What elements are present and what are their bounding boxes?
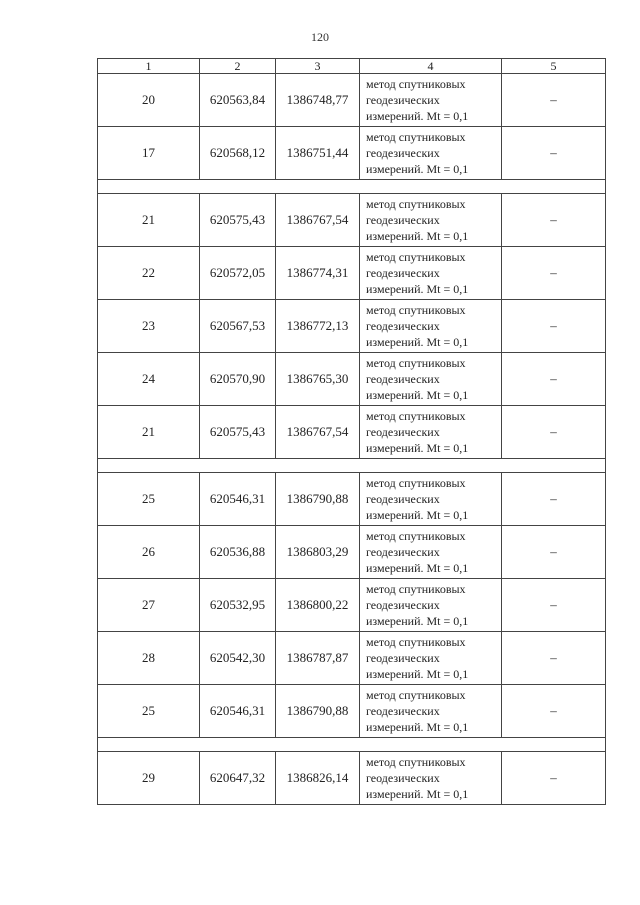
x-coordinate-cell: 620647,32: [200, 752, 276, 805]
point-number-cell: 22: [98, 247, 200, 300]
coordinates-table: [97, 58, 606, 805]
method-text-line2: геодезических: [366, 771, 440, 785]
point-number-cell: 25: [98, 473, 200, 526]
method-cell: [360, 194, 502, 247]
method-cell: [360, 353, 502, 406]
method-text-line1: метод спутниковых: [366, 356, 466, 370]
x-coordinate-cell: 620568,12: [200, 127, 276, 180]
dash-cell: –: [502, 406, 606, 459]
method-text-line3: измерений. Mt = 0,1: [366, 162, 469, 176]
x-coordinate-cell: 620532,95: [200, 579, 276, 632]
method-cell: [360, 406, 502, 459]
point-number-cell: 23: [98, 300, 200, 353]
table-row: [98, 127, 606, 180]
x-coordinate-cell: 620572,05: [200, 247, 276, 300]
x-coordinate-cell: 620575,43: [200, 406, 276, 459]
y-coordinate-cell: 1386772,13: [276, 300, 360, 353]
table-row: [98, 353, 606, 406]
table-row: [98, 406, 606, 459]
table-row: [98, 526, 606, 579]
point-number-cell: 21: [98, 194, 200, 247]
method-text-line3: измерений. Mt = 0,1: [366, 614, 469, 628]
method-text-line2: геодезических: [366, 266, 440, 280]
method-text-line3: измерений. Mt = 0,1: [366, 720, 469, 734]
point-number-cell: 24: [98, 353, 200, 406]
dash-cell: –: [502, 579, 606, 632]
method-text-line2: геодезических: [366, 93, 440, 107]
method-text-line3: измерений. Mt = 0,1: [366, 229, 469, 243]
x-coordinate-cell: 620546,31: [200, 685, 276, 738]
method-text-line1: метод спутниковых: [366, 635, 466, 649]
x-coordinate-cell: 620563,84: [200, 74, 276, 127]
method-text-line1: метод спутниковых: [366, 130, 466, 144]
table-row: [98, 247, 606, 300]
method-cell: [360, 300, 502, 353]
separator-row: [98, 459, 606, 473]
header-col-1: 1: [98, 59, 200, 74]
method-cell: [360, 579, 502, 632]
table-row: [98, 685, 606, 738]
header-row: [98, 59, 606, 74]
method-cell: [360, 247, 502, 300]
method-text-line3: измерений. Mt = 0,1: [366, 335, 469, 349]
method-text-line2: геодезических: [366, 651, 440, 665]
table-row: [98, 579, 606, 632]
method-text-line2: геодезических: [366, 372, 440, 386]
method-text-line1: метод спутниковых: [366, 77, 466, 91]
point-number-cell: 20: [98, 74, 200, 127]
method-text-line2: геодезических: [366, 545, 440, 559]
method-text-line1: метод спутниковых: [366, 476, 466, 490]
point-number-cell: 21: [98, 406, 200, 459]
method-text-line1: метод спутниковых: [366, 250, 466, 264]
x-coordinate-cell: 620546,31: [200, 473, 276, 526]
table-row: [98, 300, 606, 353]
y-coordinate-cell: 1386790,88: [276, 685, 360, 738]
dash-cell: –: [502, 74, 606, 127]
point-number-cell: 28: [98, 632, 200, 685]
method-text-line1: метод спутниковых: [366, 529, 466, 543]
x-coordinate-cell: 620536,88: [200, 526, 276, 579]
y-coordinate-cell: 1386803,29: [276, 526, 360, 579]
method-text-line2: геодезических: [366, 319, 440, 333]
separator-row: [98, 738, 606, 752]
dash-cell: –: [502, 685, 606, 738]
y-coordinate-cell: 1386826,14: [276, 752, 360, 805]
y-coordinate-cell: 1386787,87: [276, 632, 360, 685]
method-cell: [360, 752, 502, 805]
y-coordinate-cell: 1386748,77: [276, 74, 360, 127]
dash-cell: –: [502, 526, 606, 579]
method-text-line2: геодезических: [366, 492, 440, 506]
y-coordinate-cell: 1386767,54: [276, 194, 360, 247]
method-text-line3: измерений. Mt = 0,1: [366, 282, 469, 296]
header-col-3: 3: [276, 59, 360, 74]
table-row: [98, 473, 606, 526]
method-text-line3: измерений. Mt = 0,1: [366, 561, 469, 575]
point-number-cell: 17: [98, 127, 200, 180]
method-cell: [360, 473, 502, 526]
method-cell: [360, 526, 502, 579]
method-text-line1: метод спутниковых: [366, 688, 466, 702]
point-number-cell: 26: [98, 526, 200, 579]
y-coordinate-cell: 1386767,54: [276, 406, 360, 459]
method-cell: [360, 632, 502, 685]
separator-cell: [98, 738, 606, 752]
separator-cell: [98, 459, 606, 473]
method-cell: [360, 685, 502, 738]
x-coordinate-cell: 620575,43: [200, 194, 276, 247]
dash-cell: –: [502, 194, 606, 247]
method-text-line1: метод спутниковых: [366, 755, 466, 769]
point-number-cell: 25: [98, 685, 200, 738]
method-text-line3: измерений. Mt = 0,1: [366, 388, 469, 402]
y-coordinate-cell: 1386790,88: [276, 473, 360, 526]
dash-cell: –: [502, 752, 606, 805]
method-text-line2: геодезических: [366, 146, 440, 160]
x-coordinate-cell: 620542,30: [200, 632, 276, 685]
method-cell: [360, 74, 502, 127]
y-coordinate-cell: 1386751,44: [276, 127, 360, 180]
method-text-line2: геодезических: [366, 213, 440, 227]
table-body: [98, 74, 606, 805]
header-col-5: 5: [502, 59, 606, 74]
separator-cell: [98, 180, 606, 194]
method-text-line1: метод спутниковых: [366, 409, 466, 423]
method-text-line3: измерений. Mt = 0,1: [366, 667, 469, 681]
method-text-line2: геодезических: [366, 704, 440, 718]
table-row: [98, 632, 606, 685]
table-row: [98, 194, 606, 247]
header-col-4: 4: [360, 59, 502, 74]
y-coordinate-cell: 1386800,22: [276, 579, 360, 632]
table-row: [98, 752, 606, 805]
dash-cell: –: [502, 247, 606, 300]
method-text-line2: геодезических: [366, 425, 440, 439]
method-text-line1: метод спутниковых: [366, 197, 466, 211]
y-coordinate-cell: 1386774,31: [276, 247, 360, 300]
header-col-2: 2: [200, 59, 276, 74]
method-text-line3: измерений. Mt = 0,1: [366, 109, 469, 123]
dash-cell: –: [502, 632, 606, 685]
x-coordinate-cell: 620570,90: [200, 353, 276, 406]
separator-row: [98, 180, 606, 194]
method-text-line2: геодезических: [366, 598, 440, 612]
method-text-line3: измерений. Mt = 0,1: [366, 787, 469, 801]
method-cell: [360, 127, 502, 180]
method-text-line1: метод спутниковых: [366, 582, 466, 596]
x-coordinate-cell: 620567,53: [200, 300, 276, 353]
method-text-line1: метод спутниковых: [366, 303, 466, 317]
dash-cell: –: [502, 300, 606, 353]
point-number-cell: 29: [98, 752, 200, 805]
y-coordinate-cell: 1386765,30: [276, 353, 360, 406]
method-text-line3: измерений. Mt = 0,1: [366, 508, 469, 522]
point-number-cell: 27: [98, 579, 200, 632]
method-text-line3: измерений. Mt = 0,1: [366, 441, 469, 455]
dash-cell: –: [502, 353, 606, 406]
page-number: 120: [311, 30, 329, 44]
dash-cell: –: [502, 127, 606, 180]
table-row: [98, 74, 606, 127]
dash-cell: –: [502, 473, 606, 526]
